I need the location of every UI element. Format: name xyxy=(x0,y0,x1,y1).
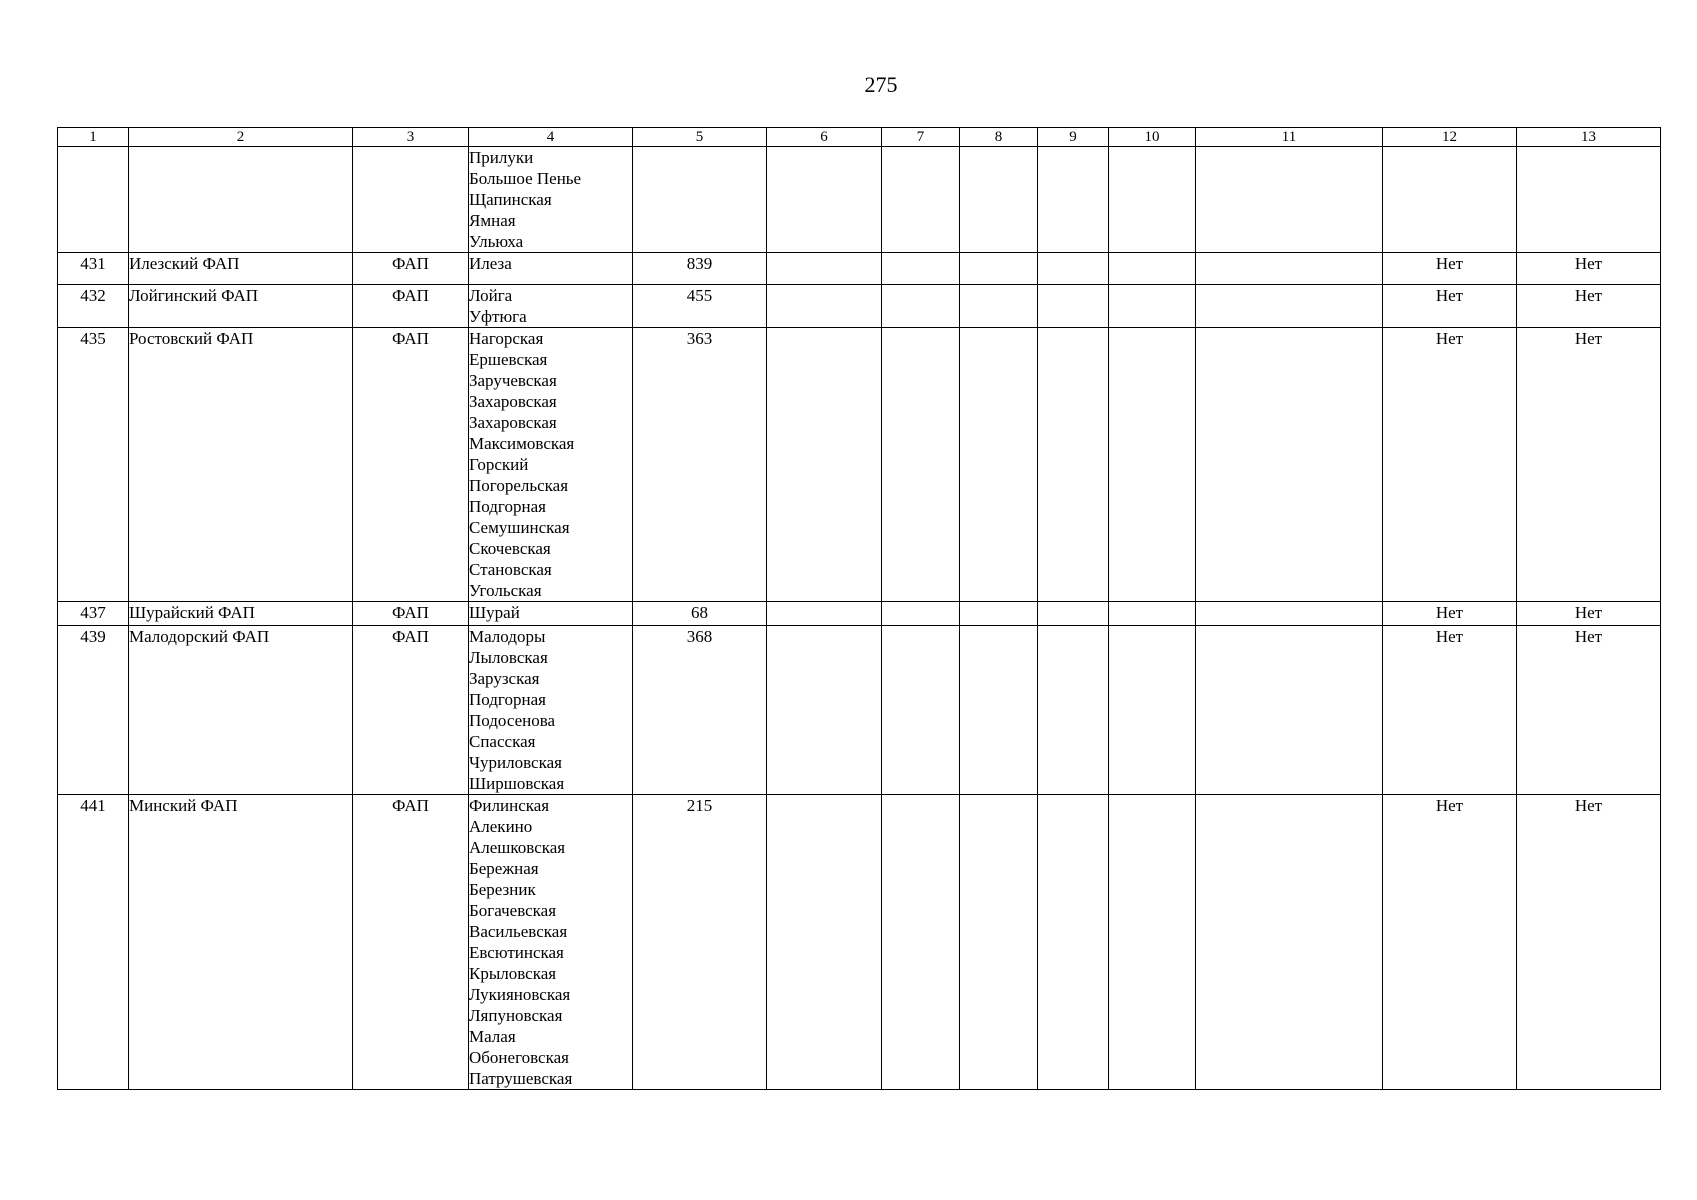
facility-type-cell: ФАП xyxy=(353,285,469,328)
facility-name-cell: Илезский ФАП xyxy=(129,253,353,285)
empty-cell-col-9 xyxy=(1038,285,1109,328)
empty-cell-col-11 xyxy=(1196,795,1383,1090)
table-body xyxy=(58,147,1661,1090)
empty-cell-col-10 xyxy=(1109,602,1196,626)
header-row xyxy=(58,128,1661,147)
settlement-name: Шурай xyxy=(469,603,520,622)
table-row xyxy=(58,795,1661,1090)
empty-cell-col-7 xyxy=(882,147,960,253)
column-header: 6 xyxy=(767,128,882,147)
facility-type-cell: ФАП xyxy=(353,253,469,285)
row-number-cell: 431 xyxy=(58,253,129,285)
empty-cell-col-8 xyxy=(960,795,1038,1090)
column-header: 8 xyxy=(960,128,1038,147)
settlement-name: Лукияновская xyxy=(469,985,571,1004)
settlements-cell xyxy=(469,602,633,626)
empty-cell-col-7 xyxy=(882,795,960,1090)
settlement-name: Филинская xyxy=(469,796,550,815)
table-row xyxy=(58,253,1661,285)
facility-type-cell: ФАП xyxy=(353,795,469,1090)
table-row xyxy=(58,285,1661,328)
data-table xyxy=(57,127,1661,1090)
column-header: 2 xyxy=(129,128,353,147)
settlement-name: Малая xyxy=(469,1027,516,1046)
facility-type-cell xyxy=(353,147,469,253)
settlement-name: Подгорная xyxy=(469,497,546,516)
empty-cell-col-8 xyxy=(960,626,1038,795)
population-cell: 455 xyxy=(633,285,767,328)
facility-type-cell: ФАП xyxy=(353,602,469,626)
col12-cell: Нет xyxy=(1383,795,1517,1090)
settlement-name: Прилуки xyxy=(469,148,534,167)
settlement-name: Горский xyxy=(469,455,529,474)
settlement-name: Малодоры xyxy=(469,627,546,646)
table-row xyxy=(58,328,1661,602)
row-number-cell: 441 xyxy=(58,795,129,1090)
settlement-name: Лойга xyxy=(469,286,513,305)
settlement-name: Захаровская xyxy=(469,413,557,432)
col13-cell: Нет xyxy=(1517,285,1661,328)
col13-cell: Нет xyxy=(1517,795,1661,1090)
column-header: 9 xyxy=(1038,128,1109,147)
empty-cell-col-7 xyxy=(882,602,960,626)
facility-name-cell: Лойгинский ФАП xyxy=(129,285,353,328)
facility-name-cell: Минский ФАП xyxy=(129,795,353,1090)
empty-cell-col-8 xyxy=(960,147,1038,253)
row-number-cell: 439 xyxy=(58,626,129,795)
col13-cell xyxy=(1517,147,1661,253)
settlement-name: Бережная xyxy=(469,859,539,878)
empty-cell-col-6 xyxy=(767,328,882,602)
settlement-name: Обонеговская xyxy=(469,1048,569,1067)
settlements-cell xyxy=(469,626,633,795)
empty-cell-col-10 xyxy=(1109,285,1196,328)
empty-cell-col-7 xyxy=(882,328,960,602)
facility-type-cell: ФАП xyxy=(353,328,469,602)
settlements-cell xyxy=(469,285,633,328)
population-cell: 839 xyxy=(633,253,767,285)
column-header: 1 xyxy=(58,128,129,147)
settlements-cell xyxy=(469,795,633,1090)
page-number: 275 xyxy=(864,72,898,97)
settlements-cell xyxy=(469,147,633,253)
settlement-name: Алекино xyxy=(469,817,533,836)
settlement-name: Алешковская xyxy=(469,838,566,857)
table-row xyxy=(58,626,1661,795)
empty-cell-col-6 xyxy=(767,253,882,285)
empty-cell-col-7 xyxy=(882,285,960,328)
empty-cell-col-11 xyxy=(1196,147,1383,253)
settlement-name: Погорельская xyxy=(469,476,569,495)
empty-cell-col-7 xyxy=(882,253,960,285)
facility-name-cell: Ростовский ФАП xyxy=(129,328,353,602)
settlement-name: Патрушевская xyxy=(469,1069,573,1088)
settlement-name: Ямная xyxy=(469,211,516,230)
population-cell xyxy=(633,147,767,253)
empty-cell-col-6 xyxy=(767,147,882,253)
settlement-name: Захаровская xyxy=(469,392,557,411)
empty-cell-col-8 xyxy=(960,602,1038,626)
settlement-name: Богачевская xyxy=(469,901,557,920)
empty-cell-col-9 xyxy=(1038,147,1109,253)
settlement-name: Ляпуновская xyxy=(469,1006,563,1025)
empty-cell-col-9 xyxy=(1038,626,1109,795)
settlement-name: Семушинская xyxy=(469,518,570,537)
empty-cell-col-11 xyxy=(1196,626,1383,795)
row-number-cell xyxy=(58,147,129,253)
settlement-name: Березник xyxy=(469,880,536,899)
empty-cell-col-11 xyxy=(1196,328,1383,602)
settlement-name: Ширшовская xyxy=(469,774,565,793)
settlement-name: Лыловская xyxy=(469,648,548,667)
column-header: 12 xyxy=(1383,128,1517,147)
empty-cell-col-10 xyxy=(1109,328,1196,602)
table-row xyxy=(58,602,1661,626)
empty-cell-col-8 xyxy=(960,285,1038,328)
facility-name-cell xyxy=(129,147,353,253)
settlement-name: Чуриловская xyxy=(469,753,562,772)
settlement-name: Подгорная xyxy=(469,690,546,709)
settlements-cell xyxy=(469,253,633,285)
column-header: 7 xyxy=(882,128,960,147)
empty-cell-col-9 xyxy=(1038,602,1109,626)
settlement-name: Васильевская xyxy=(469,922,568,941)
empty-cell-col-9 xyxy=(1038,795,1109,1090)
row-number-cell: 432 xyxy=(58,285,129,328)
col12-cell: Нет xyxy=(1383,602,1517,626)
empty-cell-col-9 xyxy=(1038,253,1109,285)
settlement-name: Скочевская xyxy=(469,539,551,558)
column-header: 5 xyxy=(633,128,767,147)
empty-cell-col-6 xyxy=(767,285,882,328)
population-cell: 68 xyxy=(633,602,767,626)
empty-cell-col-8 xyxy=(960,253,1038,285)
col12-cell xyxy=(1383,147,1517,253)
empty-cell-col-10 xyxy=(1109,626,1196,795)
facility-name-cell: Малодорский ФАП xyxy=(129,626,353,795)
settlements-cell xyxy=(469,328,633,602)
settlement-name: Щапинская xyxy=(469,190,552,209)
empty-cell-col-8 xyxy=(960,328,1038,602)
settlement-name: Подосенова xyxy=(469,711,556,730)
empty-cell-col-10 xyxy=(1109,147,1196,253)
empty-cell-col-11 xyxy=(1196,285,1383,328)
column-header: 4 xyxy=(469,128,633,147)
settlement-name: Нагорская xyxy=(469,329,544,348)
settlement-name: Угольская xyxy=(469,581,542,600)
col12-cell: Нет xyxy=(1383,626,1517,795)
settlement-name: Максимовская xyxy=(469,434,575,453)
row-number-cell: 437 xyxy=(58,602,129,626)
empty-cell-col-11 xyxy=(1196,602,1383,626)
col12-cell: Нет xyxy=(1383,328,1517,602)
settlement-name: Заручевская xyxy=(469,371,557,390)
settlement-name: Становская xyxy=(469,560,552,579)
column-header: 10 xyxy=(1109,128,1196,147)
population-cell: 215 xyxy=(633,795,767,1090)
settlement-name: Крыловская xyxy=(469,964,557,983)
settlement-name: Большое Пенье xyxy=(469,169,582,188)
facility-name-cell: Шурайский ФАП xyxy=(129,602,353,626)
settlement-name: Зарузская xyxy=(469,669,540,688)
empty-cell-col-9 xyxy=(1038,328,1109,602)
empty-cell-col-6 xyxy=(767,626,882,795)
settlement-name: Евсютинская xyxy=(469,943,564,962)
row-number-cell: 435 xyxy=(58,328,129,602)
empty-cell-col-10 xyxy=(1109,795,1196,1090)
settlement-name: Ульюха xyxy=(469,232,524,251)
col13-cell: Нет xyxy=(1517,253,1661,285)
col12-cell: Нет xyxy=(1383,285,1517,328)
settlement-name: Спасская xyxy=(469,732,536,751)
col13-cell: Нет xyxy=(1517,328,1661,602)
col12-cell: Нет xyxy=(1383,253,1517,285)
settlement-name: Илеза xyxy=(469,254,512,273)
column-header: 11 xyxy=(1196,128,1383,147)
empty-cell-col-6 xyxy=(767,602,882,626)
empty-cell-col-6 xyxy=(767,795,882,1090)
facility-type-cell: ФАП xyxy=(353,626,469,795)
empty-cell-col-7 xyxy=(882,626,960,795)
col13-cell: Нет xyxy=(1517,602,1661,626)
column-header: 3 xyxy=(353,128,469,147)
table-row xyxy=(58,147,1661,253)
population-cell: 368 xyxy=(633,626,767,795)
column-header: 13 xyxy=(1517,128,1661,147)
empty-cell-col-10 xyxy=(1109,253,1196,285)
col13-cell: Нет xyxy=(1517,626,1661,795)
population-cell: 363 xyxy=(633,328,767,602)
settlement-name: Уфтюга xyxy=(469,307,527,326)
settlement-name: Ершевская xyxy=(469,350,548,369)
empty-cell-col-11 xyxy=(1196,253,1383,285)
